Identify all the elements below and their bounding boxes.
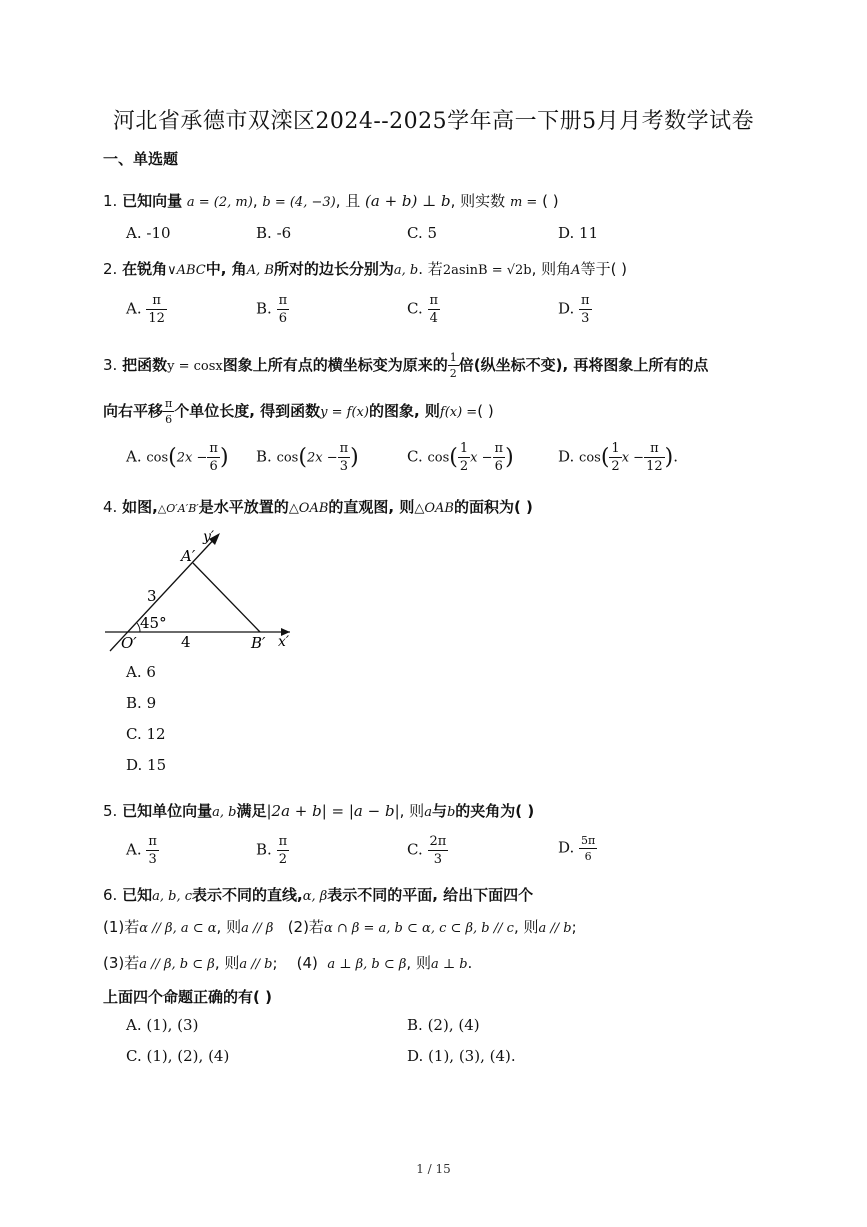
left-paren: ( — [168, 445, 177, 470]
option-label: C. — [407, 840, 423, 859]
q5-vectors: a, b — [212, 805, 237, 820]
prop-3-condition: a // β, b ⊂ β — [139, 957, 215, 972]
numerator: π — [429, 293, 439, 308]
q3-text-2: 图象上所有点的横坐标变为原来的 — [222, 356, 448, 374]
q6-propositions-row-2 — [103, 952, 472, 973]
prop-3-prefix: (3)若 — [103, 954, 140, 972]
question-number: 5. — [103, 802, 118, 820]
option-label: B. — [256, 224, 272, 242]
q6-ask: 上面四个命题正确的有( ) — [103, 988, 272, 1006]
option-label: A. — [126, 447, 142, 466]
option-label: C. — [407, 447, 423, 466]
option-label: A. — [126, 1016, 142, 1034]
question-5 — [103, 800, 534, 821]
q5-vector-a: a — [424, 805, 432, 820]
q3-text-4: 向右平移 — [103, 402, 164, 420]
option-text: 11 — [579, 224, 599, 242]
q1-option-b[interactable] — [256, 224, 291, 242]
q1-text-4: ( ) — [542, 192, 559, 210]
option-fraction — [579, 835, 597, 862]
option-label: C. — [407, 224, 423, 242]
oblique-diagram — [100, 525, 300, 657]
q4-option-b[interactable] — [126, 694, 156, 712]
q5-text-3: , 则 — [399, 802, 425, 820]
option-label: A. — [126, 840, 142, 859]
option-fraction — [428, 294, 441, 325]
q1-sep: , — [252, 192, 258, 210]
q2-text-5: , 则角 — [531, 260, 572, 278]
denominator: 2 — [278, 852, 287, 867]
q5-option-d[interactable] — [558, 835, 597, 862]
q1-text-1: 已知向量 — [122, 192, 183, 210]
prop-3-end: ; — [272, 954, 278, 972]
numerator: π — [165, 397, 173, 410]
option-cos: cos — [427, 450, 450, 466]
q5-option-b[interactable] — [256, 835, 289, 866]
numerator: π — [209, 441, 218, 456]
numerator: π — [644, 442, 665, 458]
q6-option-d[interactable] — [407, 1047, 516, 1065]
option-inner: x − — [621, 450, 645, 466]
q1-vector-b: b = (4, −3) — [262, 195, 336, 210]
question-3-line-2 — [103, 398, 494, 425]
q3-text-5: 个单位长度, 得到函数 — [174, 402, 321, 420]
numerator: 1 — [611, 441, 620, 456]
x-axis-label: x′ — [278, 634, 290, 650]
denominator: 12 — [148, 311, 165, 326]
q2-text-2: 中, 角 — [205, 260, 247, 278]
option-label: A. — [126, 224, 142, 242]
q2-option-a[interactable] — [126, 294, 167, 325]
denominator: 4 — [429, 311, 438, 326]
q6-option-b[interactable] — [407, 1016, 480, 1034]
numerator: π — [339, 441, 349, 456]
prop-1-prefix: (1)若 — [103, 918, 140, 936]
numerator: 2π — [429, 834, 447, 849]
q1-condition: (a + b) ⊥ b — [365, 192, 451, 210]
q3-function: y = cosx — [167, 359, 223, 374]
option-text: 15 — [147, 756, 167, 774]
q6-text-3: 表示不同的平面, 给出下面四个 — [327, 886, 534, 904]
option-label: D. — [558, 299, 575, 318]
q5-text-1: 已知单位向量 — [122, 802, 213, 820]
option-text: (1), (3) — [146, 1016, 199, 1034]
q3-option-d[interactable] — [558, 442, 678, 473]
option-label: D. — [407, 1047, 424, 1065]
question-number: 3. — [103, 356, 118, 374]
q4-triangle-3: △OAB — [414, 501, 454, 516]
option-label: C. — [407, 299, 423, 318]
question-3 — [103, 352, 708, 379]
option-coef — [609, 442, 621, 473]
option-label: B. — [256, 447, 272, 466]
question-number: 1. — [103, 192, 118, 210]
numerator: 1 — [459, 441, 469, 456]
option-fraction — [579, 294, 592, 325]
option-fraction — [493, 442, 506, 473]
origin-label: O′ — [121, 634, 137, 652]
prop-4-result: a ⊥ b — [430, 957, 468, 972]
option-text: (1), (2), (4) — [146, 1047, 230, 1065]
denominator: 3 — [148, 852, 157, 867]
option-fraction — [207, 442, 220, 473]
option-inner: 2x − — [306, 450, 338, 466]
q3-text-3: 倍(纵坐标不变), 再将图象上所有的点 — [458, 356, 709, 374]
q2-option-c[interactable] — [407, 294, 440, 325]
q6-text-2: 表示不同的直线, — [192, 886, 303, 904]
q6-text-1: 已知 — [122, 886, 153, 904]
denominator: 12 — [646, 459, 663, 474]
right-paren: ) — [350, 445, 359, 470]
option-fraction — [277, 835, 290, 866]
y-axis-label: y′ — [203, 529, 215, 545]
q1-option-c[interactable] — [407, 224, 437, 242]
prop-2-prefix: (2)若 — [287, 918, 324, 936]
denominator: 6 — [494, 459, 503, 474]
question-6 — [103, 884, 533, 905]
q1-option-d[interactable] — [558, 224, 598, 242]
option-fraction — [146, 835, 159, 866]
q3-fx: f(x) = — [439, 405, 478, 420]
denominator: 6 — [584, 850, 592, 863]
question-2 — [103, 258, 627, 279]
prop-1-then: , 则 — [216, 918, 242, 936]
numerator: π — [148, 834, 157, 849]
q4-text-4: 的面积为( ) — [453, 498, 533, 516]
option-label: D. — [558, 447, 575, 466]
option-text: (2), (4) — [427, 1016, 480, 1034]
q4-triangle: △O′A′B′ — [157, 502, 199, 515]
numerator: π — [146, 294, 167, 310]
prop-3-result: a // b — [239, 957, 273, 972]
denominator: 6 — [278, 311, 287, 326]
denominator: 2 — [611, 459, 620, 474]
q2-option-d[interactable] — [558, 294, 592, 325]
q4-option-a[interactable] — [126, 663, 156, 681]
q5-text-5: 的夹角为( ) — [455, 802, 535, 820]
q4-option-d[interactable] — [126, 756, 166, 774]
prop-2-result: a // b — [538, 921, 572, 936]
q4-triangle-2: △OAB — [288, 501, 329, 516]
option-text: 6 — [146, 663, 156, 681]
point-a-label: A′ — [181, 547, 196, 565]
q2-angles: A, B — [246, 263, 274, 278]
q3-text-7: ( ) — [477, 402, 494, 420]
numerator: 1 — [449, 351, 457, 364]
question-1 — [103, 190, 559, 211]
angle-label: 45° — [140, 614, 167, 632]
q4-option-c[interactable] — [126, 725, 166, 743]
numerator: 5π — [581, 834, 596, 847]
prop-4-condition: a ⊥ β, b ⊂ β — [327, 957, 407, 972]
numerator: π — [581, 293, 590, 308]
q2-option-b[interactable] — [256, 294, 289, 325]
q6-propositions-row-1 — [103, 916, 577, 937]
option-inner: x − — [470, 450, 493, 466]
option-text: -6 — [276, 224, 292, 242]
left-paren: ( — [298, 445, 307, 470]
question-4 — [103, 496, 533, 517]
denominator: 6 — [209, 459, 218, 474]
q1-vector-a: a = (2, m) — [186, 195, 253, 210]
side-a-b — [193, 563, 260, 632]
numerator: π — [278, 834, 288, 849]
option-label: C. — [126, 1047, 142, 1065]
option-coef — [458, 442, 470, 473]
option-label: B. — [256, 840, 272, 859]
option-fraction — [146, 294, 167, 325]
denominator: 2 — [449, 367, 457, 380]
q1-option-a[interactable] — [126, 224, 171, 242]
q6-option-c[interactable] — [126, 1047, 229, 1065]
option-text: 9 — [146, 694, 157, 712]
q3-shift — [163, 398, 174, 425]
q4-text-2: 是水平放置的 — [198, 498, 289, 516]
q1-var: m = — [509, 195, 538, 210]
q3-half — [448, 352, 459, 379]
q3-option-c[interactable] — [407, 442, 514, 473]
right-paren: ) — [219, 445, 229, 470]
option-fraction — [277, 294, 290, 325]
q2-triangle: ∨ABC — [167, 263, 206, 278]
option-cos: cos — [579, 450, 601, 466]
option-label: A. — [126, 663, 142, 681]
prop-3-then: , 则 — [214, 954, 240, 972]
right-paren: ) — [664, 445, 674, 470]
prop-4-then: , 则 — [406, 954, 431, 972]
option-label: D. — [558, 838, 575, 857]
prop-2-then: , 则 — [513, 918, 539, 936]
prop-2-condition: α ∩ β = a, b ⊂ α, c ⊂ β, b // c — [323, 921, 514, 936]
option-label: D. — [126, 756, 143, 774]
q3-function-2: y = f(x) — [320, 405, 369, 420]
prop-1-condition: α // β, a ⊂ α — [139, 921, 217, 936]
q5-option-a[interactable] — [126, 835, 159, 866]
left-paren: ( — [600, 445, 610, 470]
q2-sides: a, b — [393, 263, 419, 278]
q6-planes: α, β — [302, 889, 328, 904]
option-fraction — [338, 442, 351, 473]
denominator: 3 — [433, 852, 443, 867]
q3-option-a[interactable] — [126, 442, 229, 473]
option-text: -10 — [146, 224, 171, 242]
q5-vector-b: b — [446, 805, 456, 820]
q2-text-1: 在锐角 — [122, 260, 168, 278]
option-text: 12 — [146, 725, 166, 743]
option-label: A. — [126, 299, 142, 318]
q4-text-1: 如图, — [122, 498, 158, 516]
option-cos: cos — [276, 450, 299, 466]
prop-2-end: ; — [571, 918, 577, 936]
q2-angle-a: A — [571, 263, 581, 278]
right-paren: ) — [505, 445, 514, 470]
q1-text-2: , 且 — [335, 192, 361, 210]
question-number: 6. — [103, 886, 118, 904]
prop-1-result: a // β — [241, 921, 274, 936]
numerator: π — [278, 293, 288, 308]
denominator: 3 — [339, 459, 348, 474]
q5-text-4: 与 — [431, 802, 447, 820]
numerator: π — [494, 441, 504, 456]
option-label: B. — [256, 299, 272, 318]
denominator: 6 — [165, 413, 173, 426]
option-fraction — [644, 442, 665, 473]
option-text: (1), (3), (4). — [428, 1047, 516, 1065]
prop-4-prefix: (4) — [296, 954, 318, 972]
option-label: D. — [558, 224, 575, 242]
q6-lines: a, b, c — [152, 889, 192, 904]
q6-option-a[interactable] — [126, 1016, 198, 1034]
question-number: 2. — [103, 260, 118, 278]
q5-text-2: 满足 — [236, 802, 267, 820]
denominator: 3 — [581, 311, 590, 326]
q3-text-6: 的图象, 则 — [368, 402, 440, 420]
prop-4-end: . — [467, 954, 473, 972]
section-heading: 一、单选题 — [103, 150, 179, 168]
length-ob: 4 — [181, 633, 191, 651]
option-tail: . — [673, 447, 678, 466]
denominator: 2 — [459, 459, 469, 474]
q2-text-3: 所对的边长分别为 — [273, 260, 394, 278]
q4-text-3: 的直观图, 则 — [328, 498, 415, 516]
q2-text-4: . 若 — [418, 260, 443, 278]
length-oa: 3 — [147, 587, 157, 605]
page-title: 河北省承德市双滦区2024--2025学年高一下册5月月考数学试卷 — [112, 109, 755, 134]
question-number: 4. — [103, 498, 118, 516]
q2-text-6: 等于( ) — [580, 260, 628, 278]
q5-option-c[interactable] — [407, 835, 448, 866]
option-label: B. — [407, 1016, 423, 1034]
option-text: 5 — [427, 224, 438, 242]
page-number: 1 / 15 — [416, 1162, 451, 1176]
q5-equation: |2a + b| = |a − b| — [266, 802, 400, 820]
point-b-label: B′ — [251, 634, 266, 652]
q3-text-1: 把函数 — [122, 356, 168, 374]
q3-option-b[interactable] — [256, 442, 359, 473]
option-inner: 2x − — [176, 450, 208, 466]
q2-equation: 2asinB = √2b — [442, 263, 532, 278]
option-fraction — [428, 835, 449, 866]
option-label: C. — [126, 725, 142, 743]
option-label: B. — [126, 694, 142, 712]
left-paren: ( — [449, 445, 458, 470]
q1-text-3: , 则实数 — [450, 192, 506, 210]
option-cos: cos — [146, 450, 169, 466]
